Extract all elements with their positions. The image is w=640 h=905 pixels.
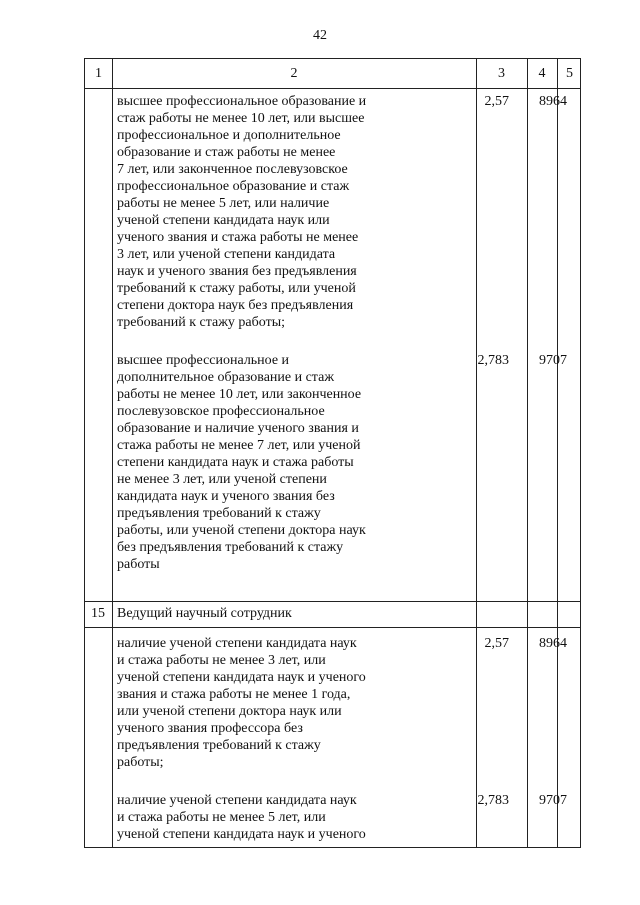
text-line: ученой степени кандидата наук и ученого bbox=[117, 670, 366, 685]
text-line: высшее профессиональное и bbox=[117, 353, 290, 368]
text-line: профессиональное образование и стаж bbox=[117, 179, 350, 194]
row-divider-1 bbox=[85, 601, 580, 602]
position-title: Ведущий научный сотрудник bbox=[117, 606, 292, 621]
text-line: наличие ученой степени кандидата наук bbox=[117, 636, 357, 651]
qualification-text-block bbox=[117, 635, 366, 771]
text-line: стажа работы не менее 7 лет, или ученой bbox=[117, 438, 361, 453]
text-line: наличие ученой степени кандидата наук bbox=[117, 793, 357, 808]
text-line: не менее 3 лет, или ученой степени bbox=[117, 472, 327, 487]
text-line: кандидата наук и ученого звания без bbox=[117, 489, 335, 504]
text-line: ученого звания профессора без bbox=[117, 721, 303, 736]
col-divider-1 bbox=[112, 59, 113, 847]
row-number: 15 bbox=[91, 606, 105, 621]
salary-value: 8964 bbox=[539, 94, 567, 109]
text-line: профессиональное и дополнительное bbox=[117, 128, 341, 143]
col-divider-4 bbox=[557, 59, 558, 847]
salary-value: 9707 bbox=[539, 793, 567, 808]
text-line: предъявления требований к стажу bbox=[117, 506, 321, 521]
salary-value: 8964 bbox=[539, 636, 567, 651]
header-col-2: 2 bbox=[290, 66, 298, 81]
text-line: работы; bbox=[117, 755, 164, 770]
coefficient-value: 2,783 bbox=[477, 353, 509, 368]
coefficient-value: 2,57 bbox=[484, 636, 509, 651]
qualification-text-block bbox=[117, 792, 366, 843]
text-line: стаж работы не менее 10 лет, или высшее bbox=[117, 111, 365, 126]
col-divider-3 bbox=[527, 59, 528, 847]
header-divider bbox=[85, 88, 580, 89]
text-line: требований к стажу работы, или ученой bbox=[117, 281, 356, 296]
text-line: звания и стажа работы не менее 1 года, bbox=[117, 687, 351, 702]
text-line: требований к стажу работы; bbox=[117, 315, 285, 330]
text-line: ученой степени кандидата наук и ученого bbox=[117, 827, 366, 842]
qualification-text-block bbox=[117, 93, 366, 331]
text-line: без предъявления требований к стажу bbox=[117, 540, 344, 555]
text-line: образование и наличие ученого звания и bbox=[117, 421, 359, 436]
salary-value: 9707 bbox=[539, 353, 567, 368]
text-line: степени кандидата наук и стажа работы bbox=[117, 455, 354, 470]
text-line: предъявления требований к стажу bbox=[117, 738, 321, 753]
text-line: и стажа работы не менее 5 лет, или bbox=[117, 810, 326, 825]
text-line: работы не менее 5 лет, или наличие bbox=[117, 196, 330, 211]
header-col-4: 4 bbox=[538, 66, 546, 81]
row-divider-2 bbox=[85, 627, 580, 628]
text-line: степени доктора наук без предъявления bbox=[117, 298, 354, 313]
text-line: наук и ученого звания без предъявления bbox=[117, 264, 357, 279]
text-line: 3 лет, или ученой степени кандидата bbox=[117, 247, 336, 262]
coefficient-value: 2,57 bbox=[484, 94, 509, 109]
text-line: и стажа работы не менее 3 лет, или bbox=[117, 653, 326, 668]
col-divider-2 bbox=[476, 59, 477, 847]
text-line: послевузовское профессиональное bbox=[117, 404, 325, 419]
text-line: дополнительное образование и стаж bbox=[117, 370, 334, 385]
qualification-text-block bbox=[117, 352, 366, 573]
text-line: ученого звания и стажа работы не менее bbox=[117, 230, 359, 245]
header-col-1: 1 bbox=[95, 66, 102, 81]
text-line: образование и стаж работы не менее bbox=[117, 145, 336, 160]
header-col-5: 5 bbox=[566, 66, 573, 81]
text-line: ученой степени кандидата наук или bbox=[117, 213, 330, 228]
page-number: 42 bbox=[313, 28, 327, 43]
text-line: 7 лет, или законченное послевузовское bbox=[117, 162, 348, 177]
text-line: работы bbox=[117, 557, 160, 572]
header-col-3: 3 bbox=[498, 66, 505, 81]
text-line: высшее профессиональное образование и bbox=[117, 94, 367, 109]
coefficient-value: 2,783 bbox=[477, 793, 509, 808]
text-line: работы не менее 10 лет, или законченное bbox=[117, 387, 362, 402]
text-line: или ученой степени доктора наук или bbox=[117, 704, 342, 719]
text-line: работы, или ученой степени доктора наук bbox=[117, 523, 366, 538]
